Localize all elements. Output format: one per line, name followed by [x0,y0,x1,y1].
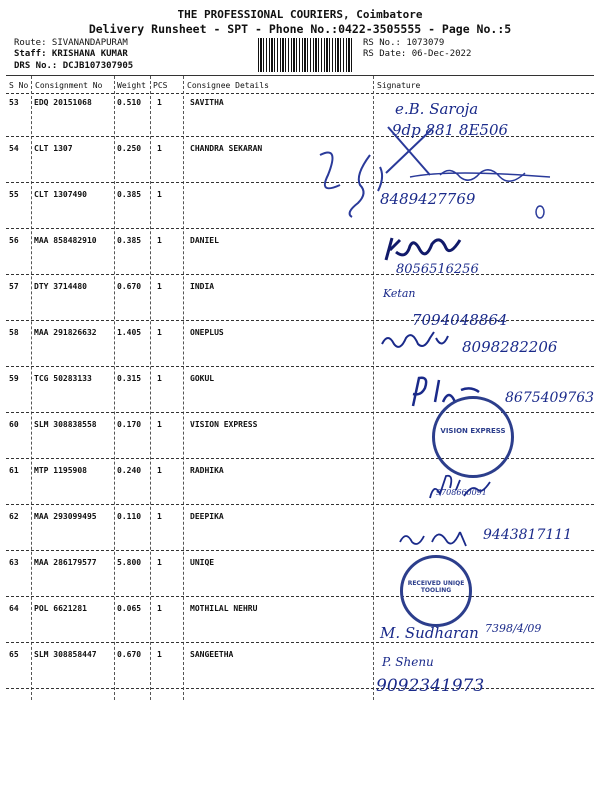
row-sno: 64 [9,604,19,613]
uniqe-received-stamp [400,555,472,627]
signature-59-phone: 8675409763 [505,390,595,406]
row-consignment-no: MAA 291826632 [34,328,97,337]
signature-57-name: Ketan [383,287,416,300]
col-header-pcs: PCS [153,81,168,90]
row-pcs: 1 [157,236,162,245]
row-pcs: 1 [157,98,162,107]
row-weight: 1.405 [117,328,142,337]
row-consignee: DEEPIKA [190,512,224,521]
row-weight: 0.670 [117,282,142,291]
signature-53-name: e.B. Saroja [395,100,479,118]
row-consignee: DANIEL [190,236,219,245]
row-pcs: 1 [157,328,162,337]
row-consignment-no: POL 6621281 [34,604,87,613]
row-divider [6,182,594,183]
row-pcs: 1 [157,190,162,199]
runsheet-subtitle: Delivery Runsheet - SPT - Phone No.:0422-3505555 - Page No.:5 [88,22,512,36]
table-top-rule [6,75,594,76]
row-sno: 60 [9,420,19,429]
route-label: Route: SIVANANDAPURAM [14,38,128,48]
signature-64-note: 7398/4/09 [485,622,542,635]
signature-65-phone: 9092341973 [376,676,485,696]
row-divider [6,504,594,505]
uniqe-stamp-text: RECEIVED UNIQE TOOLING [407,580,465,594]
table-header-rule [6,93,594,94]
row-pcs: 1 [157,420,162,429]
table-row [0,282,600,328]
row-weight: 0.315 [117,374,142,383]
row-sno: 58 [9,328,19,337]
row-weight: 0.110 [117,512,142,521]
staff-label: Staff: KRISHANA KUMAR [14,49,128,59]
row-consignee: MOTHILAL NEHRU [190,604,258,613]
row-divider [6,228,594,229]
col-header-consignee: Consignee Details [187,81,269,90]
signature-61-phone: 9708660091 [436,488,487,497]
row-weight: 5.800 [117,558,142,567]
row-sno: 65 [9,650,19,659]
row-pcs: 1 [157,558,162,567]
row-divider [6,688,594,689]
row-pcs: 1 [157,512,162,521]
row-divider [6,642,594,643]
row-consignee: UNIQE [190,558,215,567]
row-consignment-no: MAA 293099495 [34,512,97,521]
signature-56-phone: 8056516256 [396,262,479,277]
row-divider [6,366,594,367]
signature-57-phone: 7094048864 [412,311,508,329]
row-consignment-no: MAA 858482910 [34,236,97,245]
row-sno: 59 [9,374,19,383]
row-weight: 0.385 [117,190,142,199]
row-pcs: 1 [157,144,162,153]
row-consignee: RADHIKA [190,466,224,475]
row-consignee: SANGEETHA [190,650,234,659]
table-row [0,98,600,144]
row-sno: 63 [9,558,19,567]
row-weight: 0.510 [117,98,142,107]
row-consignment-no: EDQ 20151068 [34,98,92,107]
row-consignment-no: MTP 1195908 [34,466,87,475]
row-sno: 56 [9,236,19,245]
row-divider [6,274,594,275]
row-weight: 0.250 [117,144,142,153]
table-row [0,190,600,236]
company-title: THE PROFESSIONAL COURIERS, Coimbatore [177,8,423,21]
row-pcs: 1 [157,604,162,613]
table-row [0,650,600,696]
row-consignee: CHANDRA SEKARAN [190,144,263,153]
row-consignment-no: DTY 3714480 [34,282,87,291]
signature-58-phone: 8098282206 [462,338,558,356]
row-pcs: 1 [157,374,162,383]
row-sno: 57 [9,282,19,291]
row-sno: 61 [9,466,19,475]
rs-number: RS No.: 1073079 [363,38,445,48]
signature-55-phone: 8489427769 [380,190,476,208]
rs-date: RS Date: 06-Dec-2022 [363,49,472,59]
row-sno: 53 [9,98,19,107]
row-sno: 62 [9,512,19,521]
row-pcs: 1 [157,650,162,659]
row-weight: 0.385 [117,236,142,245]
table-row [0,144,600,190]
drs-label: DRS No.: DCJB107307905 [14,61,134,71]
row-consignment-no: MAA 286179577 [34,558,97,567]
table-row [0,466,600,512]
row-pcs: 1 [157,466,162,475]
row-divider [6,596,594,597]
row-consignee: VISION EXPRESS [190,420,258,429]
col-header-consignment: Consignment No [35,81,103,90]
row-divider [6,550,594,551]
signature-62-phone: 9443817111 [483,527,573,543]
row-weight: 0.065 [117,604,142,613]
signature-64-name: M. Sudharan [380,624,479,642]
vision-express-stamp [432,396,514,478]
vision-express-stamp-text: VISION EXPRESS [440,427,506,435]
row-consignee: GOKUL [190,374,215,383]
col-header-sno: S No [9,81,29,90]
col-header-weight: Weight [117,81,146,90]
row-consignment-no: SLM 308838558 [34,420,97,429]
row-pcs: 1 [157,282,162,291]
signature-65-name: P. Shenu [382,655,434,669]
table-row [0,558,600,604]
row-weight: 0.240 [117,466,142,475]
row-consignment-no: TCG 50283133 [34,374,92,383]
row-consignee: SAVITHA [190,98,224,107]
row-consignment-no: CLT 1307 [34,144,73,153]
row-weight: 0.670 [117,650,142,659]
row-consignment-no: SLM 308858447 [34,650,97,659]
barcode [258,38,354,72]
row-consignment-no: CLT 1307490 [34,190,87,199]
row-sno: 54 [9,144,19,153]
table-row [0,236,600,282]
row-sno: 55 [9,190,19,199]
signature-53-phone: 9dp 881 8E506 [392,121,509,139]
col-header-signature: Signature [377,81,421,90]
row-weight: 0.170 [117,420,142,429]
row-consignee: INDIA [190,282,215,291]
row-consignee: ONEPLUS [190,328,224,337]
